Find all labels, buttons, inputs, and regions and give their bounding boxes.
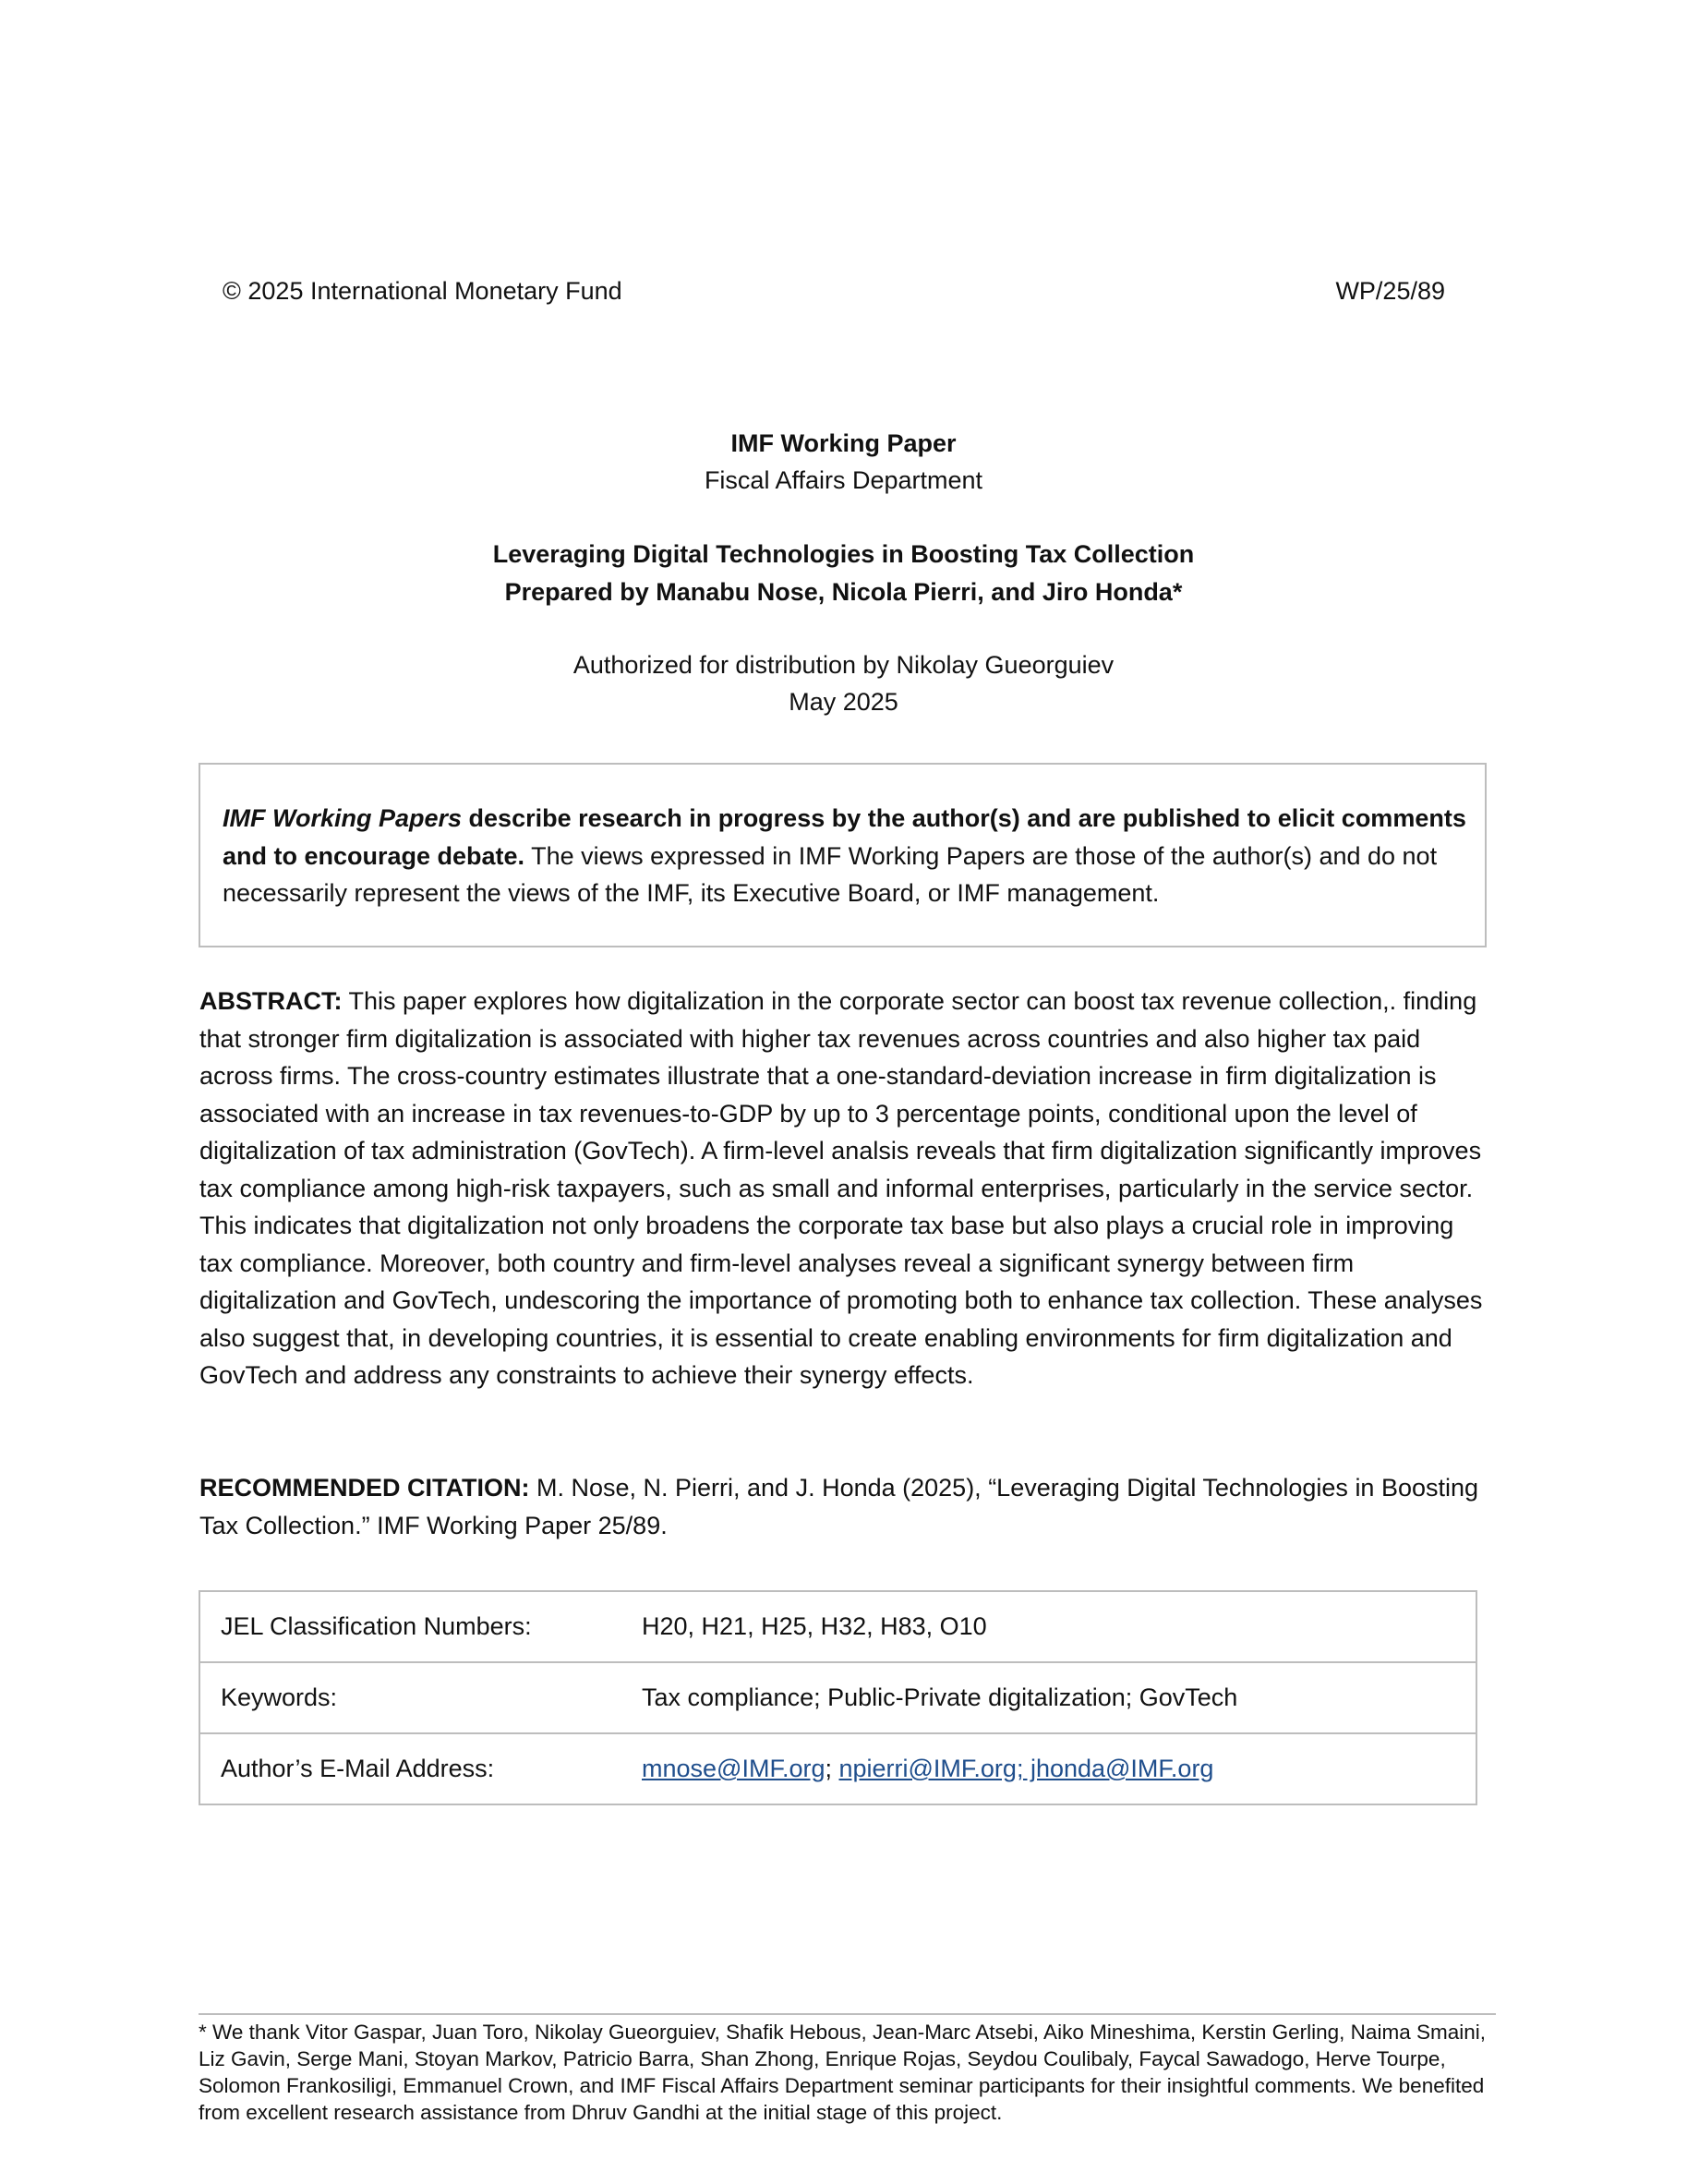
table-row bbox=[199, 1733, 1476, 1804]
department: Fiscal Affairs Department bbox=[704, 466, 983, 494]
publication-date: May 2025 bbox=[789, 688, 898, 716]
authorized-by: Authorized for distribution by Nikolay Gueorguiev bbox=[572, 651, 1115, 679]
keywords-value: Tax compliance; Public-Private digitalization; GovTech bbox=[633, 1662, 1476, 1733]
disclaimer-lead: IMF Working Papers bbox=[223, 804, 463, 832]
jel-value: H20, H21, H25, H32, H83, O10 bbox=[633, 1591, 1476, 1662]
disclaimer-plain: The views expressed in IMF Working Papers are those of the author(s) and do not necessarily represent the views of the IMF, its Executive Board, or IMF management. bbox=[223, 841, 1438, 907]
footnote-divider bbox=[199, 2013, 1496, 2015]
abstract-text: This paper explores how digitalization in the corporate sector can boost tax revenue collection,. finding that stronger firm digitalization is associated with higher tax revenues across countries and also higher tax paid across firms. The cross-country estimates illustrate that a one-standard-deviation increase in firm digitalization is associated with an increase in tax revenues-to-GDP by up to 3 percentage points, conditional upon the level of digitalization of tax administration (GovTech). A firm-level analsis reveals that firm digitalization significantly improves tax compliance among high-risk taxpayers, such as small and informal enterprises, particularly in the service sector. This indicates that digitalization not only broadens the corporate tax base but also plays a crucial role in improving tax compliance. Moreover, both country and firm-level analyses reveal a significant synergy between firm digitalization and GovTech, undescoring the importance of promoting both to enhance tax collection. These analyses also suggest that, in developing countries, it is essential to create enabling environments for firm digitalization and GovTech and address any constraints to achieve their synergy effects. bbox=[199, 987, 1483, 1389]
table-row bbox=[199, 1591, 1476, 1662]
authors: Prepared by Manabu Nose, Nicola Pierri, and Jiro Honda* bbox=[504, 578, 1183, 606]
disclaimer-text bbox=[223, 800, 1466, 912]
acknowledgement-footnote: * We thank Vitor Gaspar, Juan Toro, Nikolay Gueorguiev, Shafik Hebous, Jean-Marc Atsebi, Aiko Mineshima, Kerstin Gerling, Naima Smaini, Liz Gavin, Serge Mani, Stoyan Markov, Patricio Barra, Shan Zhong, Enrique Rojas, Seydou Coulibaly, Faycal Sawadogo, Herve Tourpe, Solomon Frankosiligi, Emmanuel Crown, and IMF Fiscal Affairs Department seminar participants for their insightful comments. We benefited from excellent research assistance from Dhruv Gandhi at the initial stage of this project. bbox=[199, 2021, 1486, 2124]
abstract bbox=[199, 983, 1488, 1394]
email-separator: ; bbox=[825, 1755, 839, 1782]
abstract-label: ABSTRACT: bbox=[199, 987, 343, 1015]
email-value bbox=[633, 1733, 1476, 1804]
disclaimer-bold: describe research in progress by the author(s) and are published to elicit comments and to encourage debate. bbox=[223, 804, 1466, 870]
table-row bbox=[199, 1662, 1476, 1733]
jel-label: JEL Classification Numbers: bbox=[199, 1591, 633, 1662]
disclaimer-box bbox=[199, 763, 1487, 947]
email-label: Author’s E-Mail Address: bbox=[199, 1733, 633, 1804]
citation-label: RECOMMENDED CITATION: bbox=[199, 1474, 530, 1502]
citation-text: M. Nose, N. Pierri, and J. Honda (2025), “Leveraging Digital Technologies in Boosting Tax Collection.” IMF Working Paper 25/89. bbox=[199, 1474, 1479, 1539]
recommended-citation bbox=[199, 1469, 1488, 1544]
paper-title: Leveraging Digital Technologies in Boosting Tax Collection bbox=[492, 540, 1195, 568]
copyright-notice: © 2025 International Monetary Fund bbox=[223, 277, 622, 305]
email-link-nose[interactable]: mnose@IMF.org bbox=[642, 1755, 825, 1782]
keywords-label: Keywords: bbox=[199, 1662, 633, 1733]
metadata-table bbox=[199, 1590, 1477, 1805]
email-link-pierri-honda[interactable]: npierri@IMF.org; jhonda@IMF.org bbox=[838, 1755, 1214, 1782]
series-title: IMF Working Paper bbox=[730, 429, 957, 457]
paper-number: WP/25/89 bbox=[1335, 277, 1445, 305]
